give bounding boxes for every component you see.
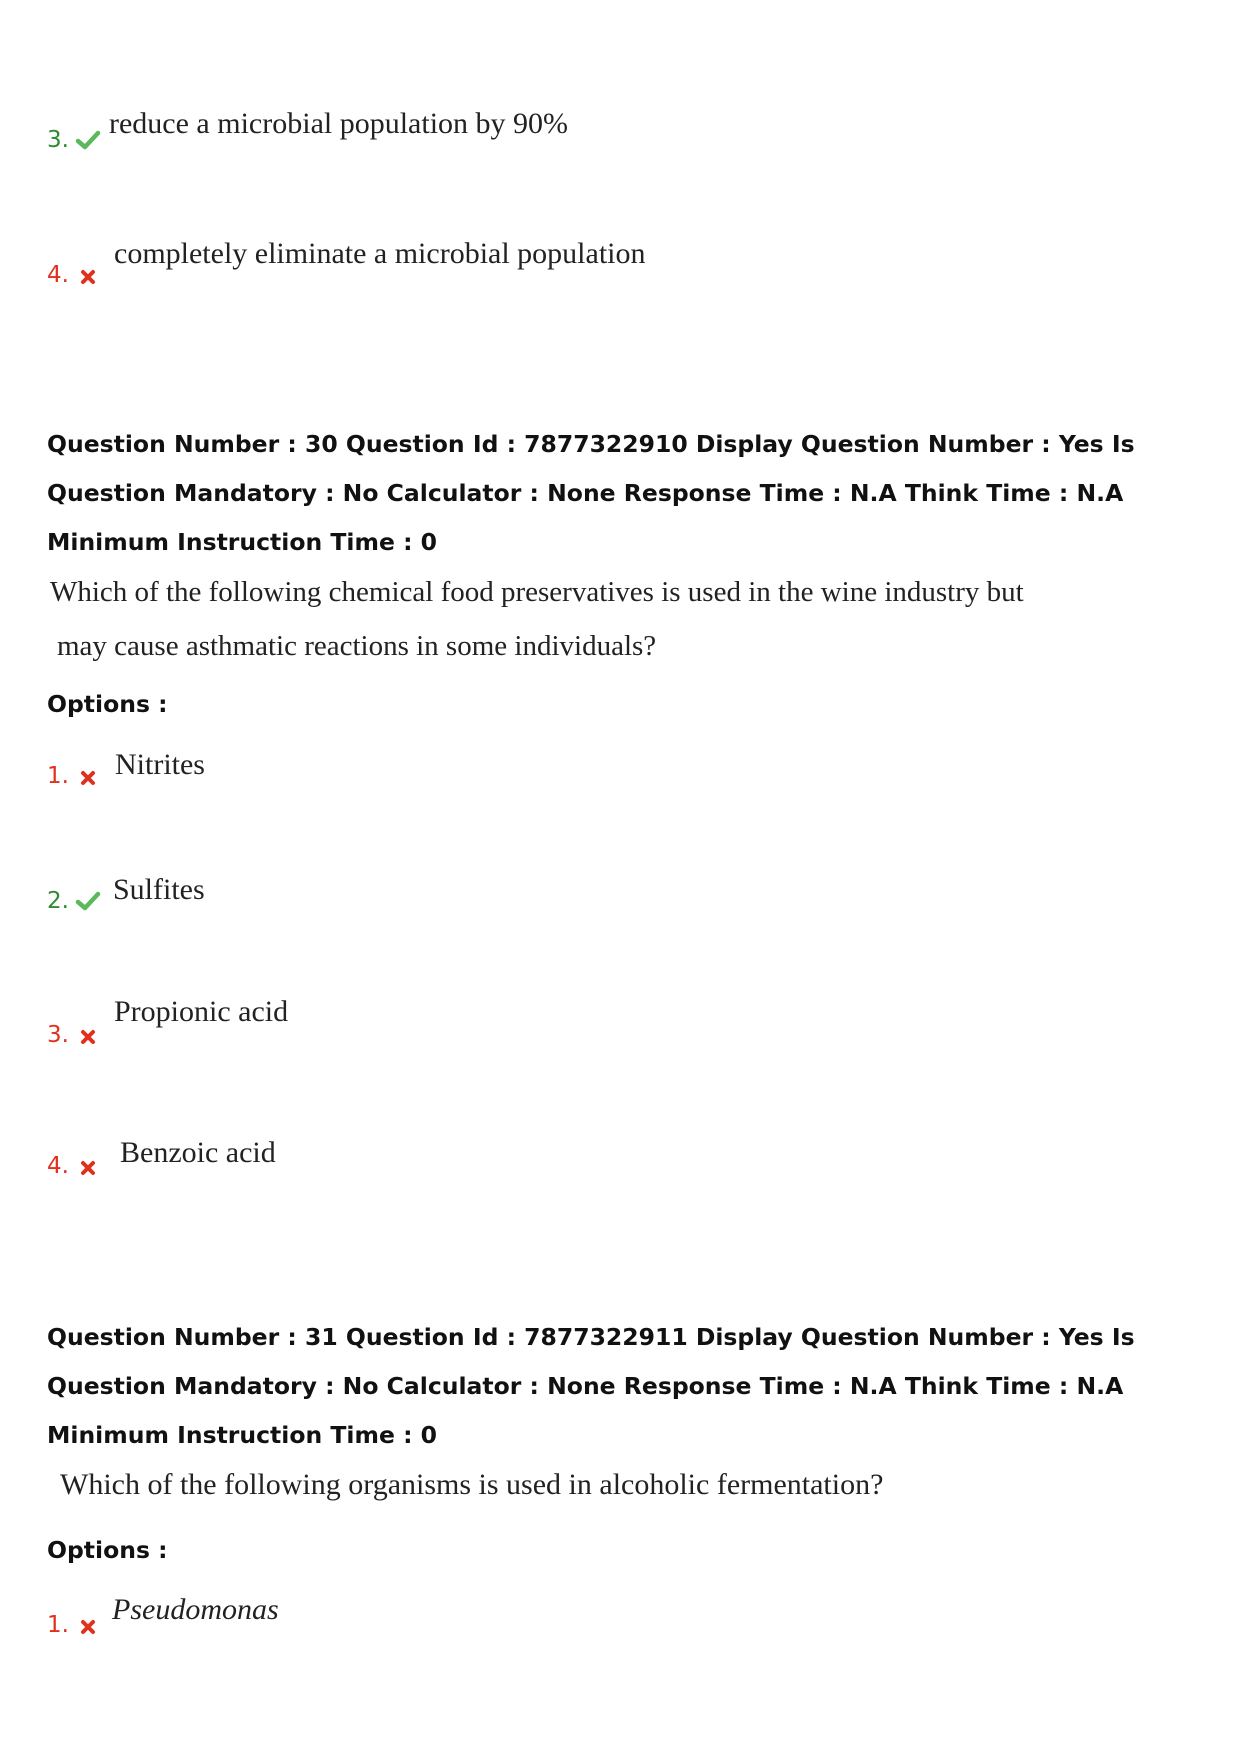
checkmark-icon xyxy=(75,888,101,914)
question-text-line-1: Which of the following chemical food preservatives is used in the wine industry but xyxy=(50,576,1024,608)
option-text: reduce a microbial population by 90% xyxy=(109,107,569,140)
question-text-line-2: may cause asthmatic reactions in some individuals? xyxy=(57,630,657,662)
option-text: Propionic acid xyxy=(114,995,289,1028)
option-number: 3. xyxy=(47,1022,69,1048)
question-header: Question Number : 31 Question Id : 7877322911 Display Question Number : Yes Is Question Mandatory : No Calculator : None Response Time : N.A Think Time : N.A Minimum Instruction Time : 0 xyxy=(47,1323,1135,1449)
option-number: 2. xyxy=(47,888,69,914)
option-number: 4. xyxy=(47,262,69,288)
options-label: Options : xyxy=(47,1536,168,1564)
option-text: Nitrites xyxy=(115,748,205,781)
option-4-wrong xyxy=(47,262,101,288)
option-text: completely eliminate a microbial population xyxy=(114,237,646,270)
cross-icon xyxy=(75,763,101,789)
cross-icon xyxy=(75,1153,101,1179)
cross-icon xyxy=(75,1612,101,1638)
option-text: Pseudomonas xyxy=(112,1593,279,1626)
q31-option-1 xyxy=(47,1612,101,1638)
options-label: Options : xyxy=(47,690,168,718)
option-number: 1. xyxy=(47,1612,69,1638)
cross-icon xyxy=(75,1022,101,1048)
option-number: 3. xyxy=(47,127,69,153)
cross-icon xyxy=(75,262,101,288)
q30-option-3 xyxy=(47,1022,101,1048)
q30-option-2 xyxy=(47,888,101,914)
option-text: Benzoic acid xyxy=(120,1136,276,1169)
checkmark-icon xyxy=(75,127,101,153)
option-text: Sulfites xyxy=(113,873,205,906)
q30-option-1 xyxy=(47,763,101,789)
option-number: 4. xyxy=(47,1153,69,1179)
option-3-correct xyxy=(47,127,101,153)
q30-option-4 xyxy=(47,1153,101,1179)
question-text-line-1: Which of the following organisms is used in alcoholic fermentation? xyxy=(60,1468,884,1501)
option-number: 1. xyxy=(47,763,69,789)
question-header: Question Number : 30 Question Id : 7877322910 Display Question Number : Yes Is Question Mandatory : No Calculator : None Response Time : N.A Think Time : N.A Minimum Instruction Time : 0 xyxy=(47,430,1135,556)
